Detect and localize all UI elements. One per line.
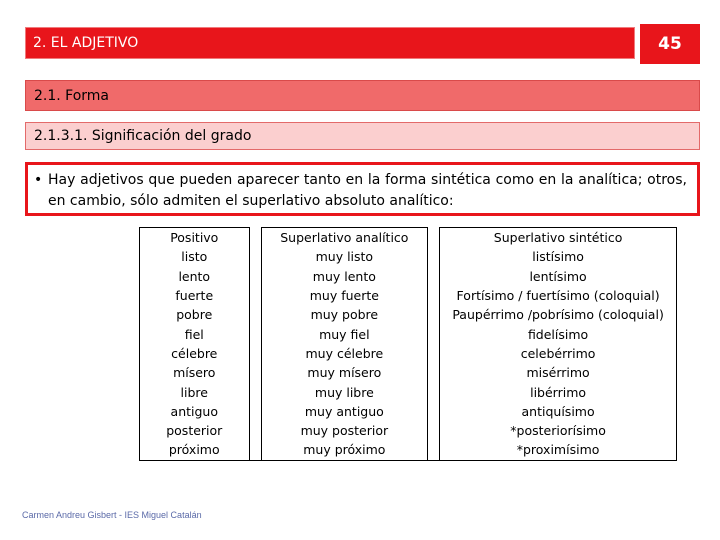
cell-sintetico: Fortísimo / fuertísimo (coloquial) <box>440 286 677 305</box>
cell-sintetico: celebérrimo <box>440 344 677 363</box>
cell-positivo: mísero <box>140 363 250 382</box>
table-row <box>140 363 677 382</box>
bullet-box <box>25 162 700 216</box>
cell-analitico: muy próximo <box>261 440 428 460</box>
cell-sintetico: Paupérrimo /pobrísimo (coloquial) <box>440 305 677 324</box>
cell-sintetico: misérrimo <box>440 363 677 382</box>
grado-table <box>139 227 677 461</box>
table-row <box>140 402 677 421</box>
cell-sintetico: *posteriorísimo <box>440 421 677 440</box>
cell-sintetico: libérrimo <box>440 382 677 401</box>
table-row <box>140 324 677 343</box>
chapter-title: 2. EL ADJETIVO <box>33 35 139 51</box>
cell-positivo: antiguo <box>140 402 250 421</box>
cell-analitico: muy fiel <box>261 324 428 343</box>
section-forma-title: 2.1. Forma <box>34 87 110 104</box>
cell-positivo: célebre <box>140 344 250 363</box>
page-number: 45 <box>640 24 700 64</box>
cell-positivo: próximo <box>140 440 250 460</box>
cell-sintetico: *proximísimo <box>440 440 677 460</box>
table-row <box>140 421 677 440</box>
table-header-row <box>140 228 677 248</box>
table-row <box>140 305 677 324</box>
cell-analitico: muy fuerte <box>261 286 428 305</box>
footer-author: Carmen Andreu Gisbert - IES Miguel Catalán <box>22 510 202 520</box>
chapter-title-bar <box>25 27 635 59</box>
cell-sintetico: lentísimo <box>440 267 677 286</box>
table-row <box>140 267 677 286</box>
bullet-text: Hay adjetivos que pueden aparecer tanto en la forma sintética como en la analítica; otros, en cambio, sólo admiten el superlativo absoluto analítico: <box>48 172 687 209</box>
cell-analitico: muy pobre <box>261 305 428 324</box>
table-row <box>140 440 677 460</box>
header-sintetico: Superlativo sintético <box>440 228 677 248</box>
bullet-icon: • <box>34 172 43 188</box>
section-grado-bar <box>25 122 700 150</box>
cell-positivo: pobre <box>140 305 250 324</box>
table-row <box>140 286 677 305</box>
cell-positivo: posterior <box>140 421 250 440</box>
header-positivo: Positivo <box>140 228 250 248</box>
cell-sintetico: antiquísimo <box>440 402 677 421</box>
section-forma-bar <box>25 80 700 111</box>
cell-analitico: muy antiguo <box>261 402 428 421</box>
table-row <box>140 344 677 363</box>
cell-analitico: muy listo <box>261 247 428 266</box>
cell-positivo: listo <box>140 247 250 266</box>
cell-positivo: libre <box>140 382 250 401</box>
cell-positivo: fuerte <box>140 286 250 305</box>
cell-positivo: fiel <box>140 324 250 343</box>
cell-analitico: muy libre <box>261 382 428 401</box>
cell-sintetico: listísimo <box>440 247 677 266</box>
cell-analitico: muy mísero <box>261 363 428 382</box>
header-analitico: Superlativo analítico <box>261 228 428 248</box>
cell-analitico: muy célebre <box>261 344 428 363</box>
section-grado-title: 2.1.3.1. Significación del grado <box>34 128 252 144</box>
cell-analitico: muy posterior <box>261 421 428 440</box>
table-row <box>140 247 677 266</box>
cell-positivo: lento <box>140 267 250 286</box>
cell-sintetico: fidelísimo <box>440 324 677 343</box>
cell-analitico: muy lento <box>261 267 428 286</box>
table-row <box>140 382 677 401</box>
